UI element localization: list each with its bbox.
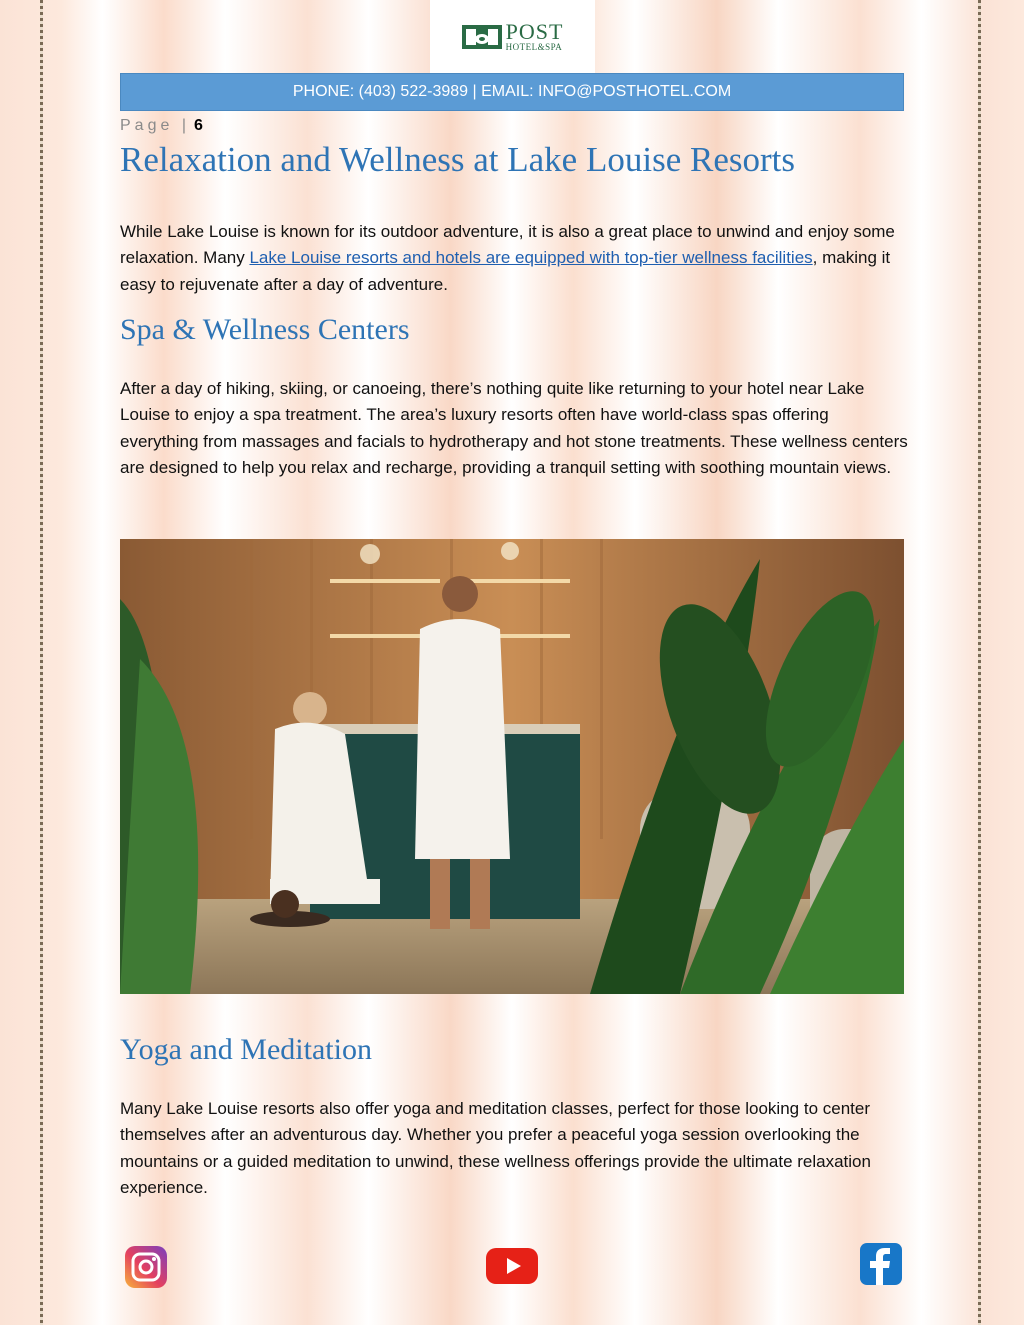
yoga-paragraph: Many Lake Louise resorts also offer yoga and meditation classes, perfect for those looking to center themselves after an adventurous day. Whether you prefer a peaceful yoga session overlooking the mountains or a guided meditation to unwind, these wellness offerings provide the ultimate relaxation experience. (120, 1099, 871, 1197)
instagram-icon[interactable] (124, 1245, 168, 1289)
spa-paragraph: After a day of hiking, skiing, or canoeing, there’s nothing quite like returning to your hotel near Lake Louise to enjoy a spa treatment. The area’s luxury resorts often have world-class spas offering everything from massages and facials to hydrotherapy and hot stone treatments. These wellness centers are designed to help you relax and recharge, providing a tranquil setting with soothing mountain views. (120, 379, 908, 477)
yoga-heading: Yoga and Meditation (120, 1033, 372, 1066)
logo-emblem-icon (462, 23, 502, 51)
spa-scene-illustration (120, 539, 904, 994)
logo-subword: HOTEL&SPA (505, 42, 563, 52)
facebook-icon[interactable] (859, 1242, 903, 1286)
intro-paragraph (120, 219, 910, 298)
spa-heading: Spa & Wellness Centers (120, 313, 410, 346)
intro-text-before: While Lake Louise is known for its outdoor adventure, it is also a great place to unwind and enjoy some relaxation. Many (120, 222, 895, 268)
page-border-right (978, 0, 981, 1325)
page-number (120, 117, 203, 135)
youtube-icon[interactable] (486, 1248, 538, 1284)
spa-photo (120, 539, 904, 994)
logo-word: POST (505, 19, 564, 44)
page-value: 6 (193, 117, 203, 134)
page-label: Page | (120, 117, 190, 134)
wellness-facilities-link[interactable]: Lake Louise resorts and hotels are equipped with top-tier wellness facilities (249, 248, 813, 268)
logo-wordmark (506, 21, 564, 52)
intro-text-after: , making it easy to rejuvenate after a day of adventure. (120, 248, 891, 294)
page-border-left (40, 0, 43, 1325)
hotel-logo[interactable] (430, 0, 595, 73)
contact-text: PHONE: (403) 522-3989 | EMAIL: INFO@POSTHOTEL.COM (292, 83, 732, 100)
page-title: Relaxation and Wellness at Lake Louise Resorts (120, 140, 795, 179)
contact-bar (120, 73, 904, 111)
